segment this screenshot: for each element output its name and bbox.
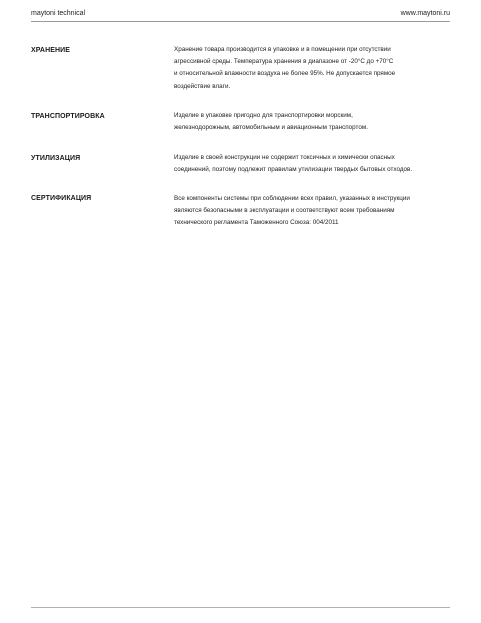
footer-divider bbox=[31, 607, 450, 608]
section-title: СЕРТИФИКАЦИЯ bbox=[31, 195, 92, 202]
text-line: Изделие в своей конструкции не содержит токсичных и химически опасных bbox=[174, 154, 395, 161]
section-text bbox=[174, 44, 450, 93]
text-line: железнодорожным, автомобильным и авиационным транспортом. bbox=[174, 124, 368, 132]
section-text bbox=[174, 193, 450, 230]
section-text bbox=[174, 152, 450, 176]
text-line: являются безопасными в эксплуатации и соответствуют всем требованиям bbox=[174, 207, 395, 215]
section-title: ХРАНЕНИЕ bbox=[31, 47, 71, 54]
section-title: УТИЛИЗАЦИЯ bbox=[31, 155, 81, 162]
header-divider bbox=[31, 21, 450, 22]
text-line: соединений, поэтому подлежит правилам утилизации твердых бытовых отходов. bbox=[174, 166, 413, 174]
text-line: Хранение товара производится в упаковке и в помещении при отсутствии bbox=[174, 46, 391, 53]
section-text bbox=[174, 110, 450, 134]
text-line: агрессивной среды. Температура хранения в диапазоне от -20°С до +70°С bbox=[174, 58, 394, 66]
website-url: www.maytoni.ru bbox=[400, 10, 450, 17]
section-title: ТРАНСПОРТИРОВКА bbox=[31, 113, 105, 120]
text-line: Изделие в упаковке пригодно для транспортировки морским, bbox=[174, 112, 353, 119]
text-line: воздействие влаги. bbox=[174, 82, 231, 90]
brand-label: maytoni technical bbox=[31, 10, 86, 17]
text-line: Все компоненты системы при соблюдении всех правил, указанных в инструкции bbox=[174, 195, 410, 202]
text-line: и относительной влажности воздуха не более 95%. Не допускается прямое bbox=[174, 70, 396, 78]
text-line: технического регламента Таможенного Союза: 004/2011 bbox=[174, 219, 339, 227]
